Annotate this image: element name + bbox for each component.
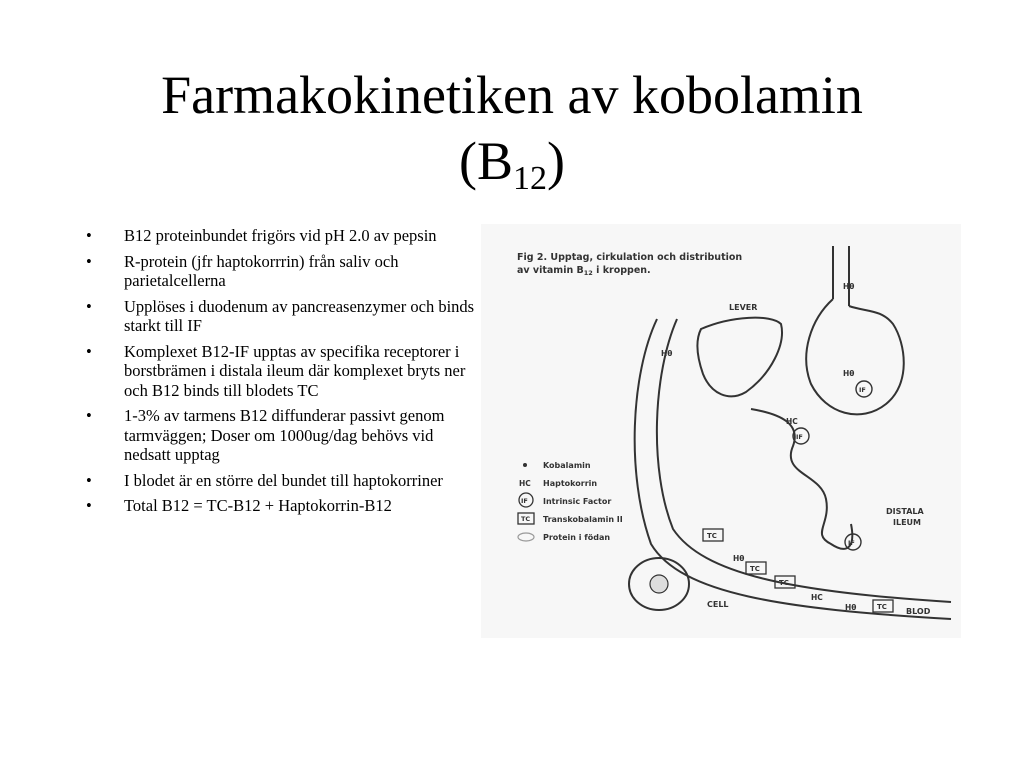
cell-nucleus [650, 575, 668, 593]
legend-kobalamin: Kobalamin [543, 461, 591, 470]
bullet-list [86, 226, 476, 522]
bullet-item: • I blodet är en större del bundet till haptokorriner [86, 471, 476, 491]
figure-caption-line-2: av vitamin $B_{12}$ i kroppen. [517, 265, 651, 277]
legend-transko: Transkobalamin II [543, 515, 623, 524]
if-label-ileum: IF [848, 539, 855, 547]
bullet-item: • 1-3% av tarmens B12 diffunderar passivt genom tarmväggen; Doser om 1000ug/dag behövs vid nedsatt upptag [86, 406, 476, 465]
stomach-outline [806, 299, 904, 414]
blod-label: BLOD [906, 607, 931, 616]
legend-protein: Protein i födan [543, 533, 611, 542]
legend-intrinsic: Intrinsic Factor [543, 497, 612, 506]
tc-label-3: TC [779, 579, 789, 587]
title-line-1: Farmakokinetiken av kobolamin [161, 65, 863, 125]
kobalamin-dot-icon [523, 463, 527, 467]
distala-label: DISTALA [886, 507, 924, 516]
if-label-stomach: IF [859, 386, 866, 394]
tc-label-2: TC [750, 565, 760, 573]
hc-label-blood: HC [811, 593, 823, 602]
title-paren-close: ) [547, 131, 565, 191]
hb-label-blood-1: Hθ [733, 554, 745, 563]
cell-label: CELL [707, 600, 729, 609]
bullet-item: • R-protein (jfr haptokorrrin) från saliv och parietalcellerna [86, 252, 476, 291]
ileum-label: ILEUM [893, 518, 921, 527]
title-line-2 [459, 131, 565, 197]
legend-hc-symbol: HC [519, 479, 531, 488]
hb-label-blood-2: Hθ [845, 603, 857, 612]
vessel-inner [657, 319, 951, 602]
pharmacokinetics-figure [481, 224, 961, 638]
liver-outline [697, 318, 781, 397]
bullet-item: • Upplöses i duodenum av pancreasenzymer och binds starkt till IF [86, 297, 476, 336]
hc-label-intestine: HC [786, 417, 798, 426]
bullet-item: • Total B12 = TC-B12 + Haptokorrin-B12 [86, 496, 476, 516]
bullet-item: • Komplexet B12-IF upptas av specifika receptorer i borstbrämen i distala ileum där komplexet bryts ner och B12 binds till blodets TC [86, 342, 476, 401]
legend-tc-symbol: TC [521, 515, 531, 523]
tc-label-1: TC [707, 532, 717, 540]
slide-title [60, 62, 964, 197]
hb-label-stomach: Hθ [843, 369, 855, 378]
lever-label: LEVER [729, 303, 758, 312]
esophagus-outline [833, 246, 849, 306]
title-subscript: 12 [513, 160, 547, 197]
if-label-intestine: IF [796, 433, 803, 441]
bullet-item: • B12 proteinbundet frigörs vid pH 2.0 av pepsin [86, 226, 476, 246]
hb-label-vessel: Hθ [661, 349, 673, 358]
tc-label-4: TC [877, 603, 887, 611]
diagram-svg [481, 224, 961, 638]
figure-caption-line-1: Fig 2. Upptag, cirkulation och distribution [517, 252, 743, 263]
legend [518, 461, 623, 542]
title-paren-open: (B [459, 131, 513, 191]
legend-if-symbol: IF [521, 497, 528, 505]
protein-legend-icon [518, 533, 534, 541]
hb-label-esophagus: Hθ [843, 282, 855, 291]
intestine-outline [751, 409, 852, 549]
legend-haptokorrin: Haptokorrin [543, 479, 598, 488]
